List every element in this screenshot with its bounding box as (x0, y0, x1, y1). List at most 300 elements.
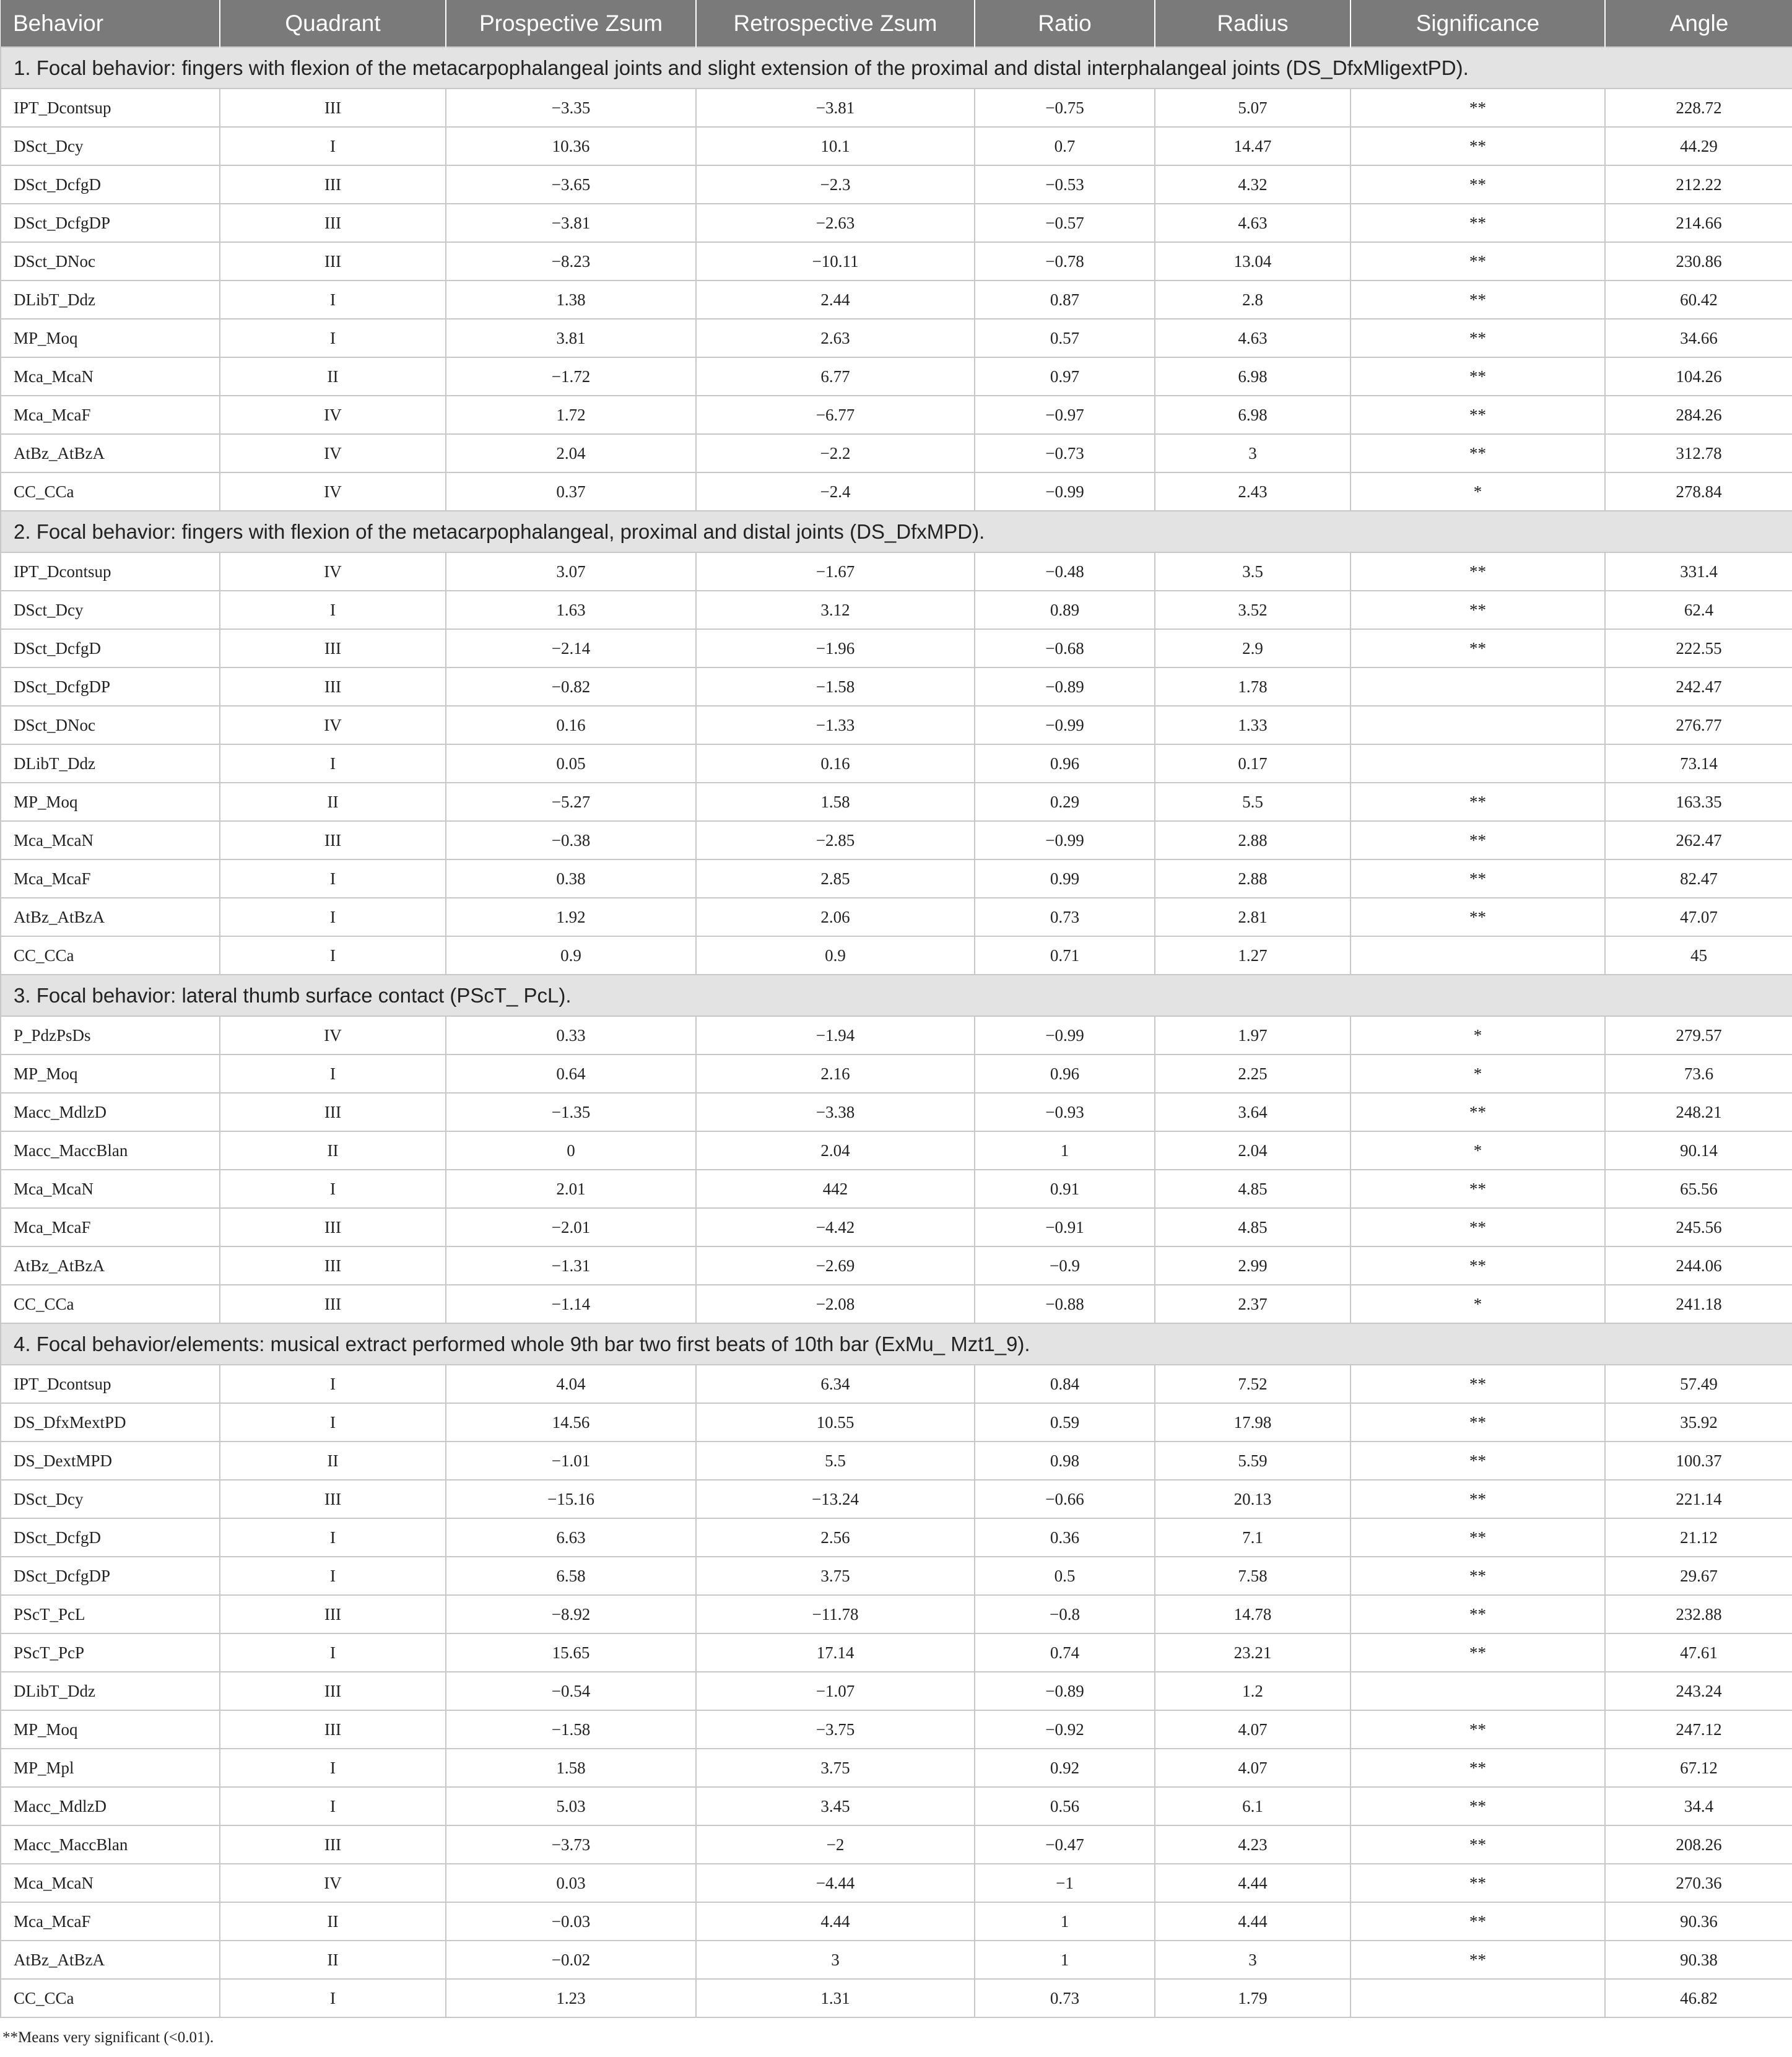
retrospective-zsum-cell: −13.24 (696, 1480, 975, 1518)
column-header-significance: Significance (1351, 0, 1605, 47)
table-header (1, 0, 1792, 47)
table-row (1, 1246, 1792, 1285)
retrospective-zsum-cell: 2.85 (696, 859, 975, 898)
quadrant-cell: IV (220, 396, 446, 434)
prospective-zsum-cell: −1.72 (446, 357, 696, 396)
angle-cell: 34.66 (1605, 319, 1792, 357)
quadrant-cell: III (220, 1672, 446, 1710)
quadrant-cell: III (220, 1208, 446, 1246)
quadrant-cell: III (220, 629, 446, 668)
quadrant-cell: IV (220, 1016, 446, 1055)
column-header-quadrant: Quadrant (220, 0, 446, 47)
radius-cell: 5.5 (1155, 783, 1351, 821)
behavior-cell: Mca_McaN (1, 1864, 220, 1902)
ratio-cell: 0.98 (975, 1442, 1155, 1480)
table-row (1, 859, 1792, 898)
header-row (1, 0, 1792, 47)
radius-cell: 4.63 (1155, 319, 1351, 357)
quadrant-cell: II (220, 1902, 446, 1941)
behavior-cell: Mca_McaF (1, 859, 220, 898)
prospective-zsum-cell: −5.27 (446, 783, 696, 821)
ratio-cell: −0.91 (975, 1208, 1155, 1246)
ratio-cell: 0.96 (975, 1055, 1155, 1093)
angle-cell: 44.29 (1605, 127, 1792, 165)
table-row (1, 706, 1792, 744)
radius-cell: 3.64 (1155, 1093, 1351, 1131)
angle-cell: 29.67 (1605, 1557, 1792, 1595)
ratio-cell: −0.92 (975, 1710, 1155, 1749)
radius-cell: 13.04 (1155, 242, 1351, 280)
angle-cell: 21.12 (1605, 1518, 1792, 1557)
radius-cell: 2.43 (1155, 472, 1351, 511)
behavior-cell: MP_Moq (1, 1055, 220, 1093)
behavior-cell: DSct_DNoc (1, 706, 220, 744)
radius-cell: 4.07 (1155, 1710, 1351, 1749)
behavior-cell: MP_Mpl (1, 1749, 220, 1787)
ratio-cell: −0.99 (975, 1016, 1155, 1055)
ratio-cell: 0.57 (975, 319, 1155, 357)
table-row (1, 1672, 1792, 1710)
behavior-cell: P_PdzPsDs (1, 1016, 220, 1055)
behavior-cell: DSct_Dcy (1, 127, 220, 165)
ratio-cell: 0.96 (975, 744, 1155, 783)
column-header-prospective-zsum: Prospective Zsum (446, 0, 696, 47)
quadrant-cell: III (220, 1710, 446, 1749)
ratio-cell: −0.89 (975, 1672, 1155, 1710)
retrospective-zsum-cell: −11.78 (696, 1595, 975, 1633)
prospective-zsum-cell: 3.07 (446, 552, 696, 591)
radius-cell: 7.1 (1155, 1518, 1351, 1557)
quadrant-cell: I (220, 859, 446, 898)
behavior-cell: CC_CCa (1, 472, 220, 511)
behavior-cell: Mca_McaF (1, 396, 220, 434)
quadrant-cell: II (220, 357, 446, 396)
radius-cell: 4.63 (1155, 204, 1351, 242)
radius-cell: 2.9 (1155, 629, 1351, 668)
behavior-cell: Macc_MdlzD (1, 1093, 220, 1131)
retrospective-zsum-cell: 0.16 (696, 744, 975, 783)
behavior-cell: MP_Moq (1, 1710, 220, 1749)
quadrant-cell: I (220, 1979, 446, 2017)
table-row (1, 898, 1792, 936)
behavior-cell: MP_Moq (1, 783, 220, 821)
behavior-cell: Macc_MaccBlan (1, 1825, 220, 1864)
quadrant-cell: III (220, 1825, 446, 1864)
behavior-cell: CC_CCa (1, 1285, 220, 1323)
angle-cell: 262.47 (1605, 821, 1792, 859)
radius-cell: 4.44 (1155, 1902, 1351, 1941)
retrospective-zsum-cell: −2.4 (696, 472, 975, 511)
radius-cell: 2.88 (1155, 821, 1351, 859)
radius-cell: 4.23 (1155, 1825, 1351, 1864)
table-row (1, 1055, 1792, 1093)
angle-cell: 73.6 (1605, 1055, 1792, 1093)
ratio-cell: 0.99 (975, 859, 1155, 898)
quadrant-cell: III (220, 1093, 446, 1131)
quadrant-cell: III (220, 204, 446, 242)
quadrant-cell: II (220, 1131, 446, 1170)
ratio-cell: −0.88 (975, 1285, 1155, 1323)
table-row (1, 89, 1792, 127)
significance-cell (1351, 936, 1605, 975)
significance-cell: ** (1351, 1595, 1605, 1633)
ratio-cell: −0.9 (975, 1246, 1155, 1285)
table-row (1, 1285, 1792, 1323)
table-row (1, 1131, 1792, 1170)
significance-cell: ** (1351, 434, 1605, 472)
radius-cell: 5.59 (1155, 1442, 1351, 1480)
behavior-cell: DSct_DNoc (1, 242, 220, 280)
significance-cell: ** (1351, 821, 1605, 859)
prospective-zsum-cell: 0.33 (446, 1016, 696, 1055)
table-row (1, 591, 1792, 629)
table-row (1, 1442, 1792, 1480)
table-row (1, 165, 1792, 204)
ratio-cell: −0.97 (975, 396, 1155, 434)
radius-cell: 6.98 (1155, 357, 1351, 396)
prospective-zsum-cell: 1.63 (446, 591, 696, 629)
behavior-cell: CC_CCa (1, 1979, 220, 2017)
angle-cell: 221.14 (1605, 1480, 1792, 1518)
retrospective-zsum-cell: 10.1 (696, 127, 975, 165)
ratio-cell: 1 (975, 1131, 1155, 1170)
table-row (1, 127, 1792, 165)
significance-cell: ** (1351, 783, 1605, 821)
quadrant-cell: III (220, 668, 446, 706)
behavior-cell: DSct_DcfgD (1, 629, 220, 668)
angle-cell: 90.36 (1605, 1902, 1792, 1941)
section-title: 3. Focal behavior: lateral thumb surface contact (PScT_ PcL). (1, 975, 1792, 1016)
angle-cell: 270.36 (1605, 1864, 1792, 1902)
significance-cell: * (1351, 1131, 1605, 1170)
angle-cell: 248.21 (1605, 1093, 1792, 1131)
prospective-zsum-cell: 10.36 (446, 127, 696, 165)
behavior-cell: DS_DfxMextPD (1, 1403, 220, 1442)
radius-cell: 1.27 (1155, 936, 1351, 975)
significance-cell: ** (1351, 1093, 1605, 1131)
retrospective-zsum-cell: −4.44 (696, 1864, 975, 1902)
retrospective-zsum-cell: 1.58 (696, 783, 975, 821)
behavior-cell: DSct_Dcy (1, 591, 220, 629)
behavior-cell: Macc_MaccBlan (1, 1131, 220, 1170)
table-row (1, 242, 1792, 280)
angle-cell: 230.86 (1605, 242, 1792, 280)
section-title: 1. Focal behavior: fingers with flexion of the metacarpophalangeal joints and slight extension of the proximal and distal interphalangeal joints (DS_DfxMligextPD). (1, 47, 1792, 89)
ratio-cell: −0.47 (975, 1825, 1155, 1864)
ratio-cell: 1 (975, 1902, 1155, 1941)
retrospective-zsum-cell: −1.96 (696, 629, 975, 668)
ratio-cell: −0.48 (975, 552, 1155, 591)
angle-cell: 245.56 (1605, 1208, 1792, 1246)
prospective-zsum-cell: 6.63 (446, 1518, 696, 1557)
table-row (1, 396, 1792, 434)
retrospective-zsum-cell: −1.33 (696, 706, 975, 744)
prospective-zsum-cell: −3.65 (446, 165, 696, 204)
ratio-cell: −1 (975, 1864, 1155, 1902)
angle-cell: 67.12 (1605, 1749, 1792, 1787)
behavior-cell: PScT_PcP (1, 1633, 220, 1672)
angle-cell: 242.47 (1605, 668, 1792, 706)
significance-cell: ** (1351, 280, 1605, 319)
retrospective-zsum-cell: −3.75 (696, 1710, 975, 1749)
significance-cell: ** (1351, 1825, 1605, 1864)
quadrant-cell: II (220, 1442, 446, 1480)
radius-cell: 6.1 (1155, 1787, 1351, 1825)
radius-cell: 2.99 (1155, 1246, 1351, 1285)
section-title: 4. Focal behavior/elements: musical extract performed whole 9th bar two first beats of 10th bar (ExMu_ Mzt1_9). (1, 1323, 1792, 1365)
retrospective-zsum-cell: −6.77 (696, 396, 975, 434)
radius-cell: 3 (1155, 1941, 1351, 1979)
prospective-zsum-cell: 5.03 (446, 1787, 696, 1825)
angle-cell: 46.82 (1605, 1979, 1792, 2017)
retrospective-zsum-cell: −3.81 (696, 89, 975, 127)
behavior-cell: DLibT_Ddz (1, 1672, 220, 1710)
radius-cell: 23.21 (1155, 1633, 1351, 1672)
ratio-cell: −0.57 (975, 204, 1155, 242)
ratio-cell: 0.84 (975, 1365, 1155, 1403)
significance-cell: ** (1351, 319, 1605, 357)
ratio-cell: −0.99 (975, 472, 1155, 511)
significance-cell: ** (1351, 127, 1605, 165)
behavior-cell: AtBz_AtBzA (1, 434, 220, 472)
section-header-row (1, 511, 1792, 552)
behavior-cell: IPT_Dcontsup (1, 1365, 220, 1403)
angle-cell: 244.06 (1605, 1246, 1792, 1285)
retrospective-zsum-cell: 3 (696, 1941, 975, 1979)
radius-cell: 1.2 (1155, 1672, 1351, 1710)
table-row (1, 552, 1792, 591)
table-row (1, 821, 1792, 859)
ratio-cell: 1 (975, 1941, 1155, 1979)
radius-cell: 17.98 (1155, 1403, 1351, 1442)
significance-cell: ** (1351, 1787, 1605, 1825)
table-body (1, 47, 1792, 2017)
behavior-cell: DLibT_Ddz (1, 744, 220, 783)
radius-cell: 0.17 (1155, 744, 1351, 783)
quadrant-cell: I (220, 127, 446, 165)
significance-cell: ** (1351, 1633, 1605, 1672)
behavior-cell: DSct_DcfgD (1, 165, 220, 204)
radius-cell: 2.37 (1155, 1285, 1351, 1323)
angle-cell: 60.42 (1605, 280, 1792, 319)
table-row (1, 668, 1792, 706)
significance-cell: ** (1351, 1170, 1605, 1208)
angle-cell: 34.4 (1605, 1787, 1792, 1825)
ratio-cell: 0.29 (975, 783, 1155, 821)
retrospective-zsum-cell: −1.67 (696, 552, 975, 591)
radius-cell: 2.04 (1155, 1131, 1351, 1170)
ratio-cell: 0.91 (975, 1170, 1155, 1208)
significance-cell (1351, 1672, 1605, 1710)
behavior-cell: Mca_McaN (1, 357, 220, 396)
behavior-cell: Mca_McaF (1, 1208, 220, 1246)
behavior-cell: Macc_MdlzD (1, 1787, 220, 1825)
behavior-cell: DSct_Dcy (1, 1480, 220, 1518)
ratio-cell: 0.97 (975, 357, 1155, 396)
angle-cell: 222.55 (1605, 629, 1792, 668)
retrospective-zsum-cell: −2.3 (696, 165, 975, 204)
table-row (1, 1864, 1792, 1902)
quadrant-cell: II (220, 1941, 446, 1979)
quadrant-cell: I (220, 898, 446, 936)
radius-cell: 5.07 (1155, 89, 1351, 127)
retrospective-zsum-cell: −10.11 (696, 242, 975, 280)
ratio-cell: 0.56 (975, 1787, 1155, 1825)
table-row (1, 1902, 1792, 1941)
angle-cell: 214.66 (1605, 204, 1792, 242)
radius-cell: 6.98 (1155, 396, 1351, 434)
radius-cell: 3.52 (1155, 591, 1351, 629)
angle-cell: 163.35 (1605, 783, 1792, 821)
radius-cell: 7.58 (1155, 1557, 1351, 1595)
retrospective-zsum-cell: 0.9 (696, 936, 975, 975)
quadrant-cell: III (220, 1246, 446, 1285)
behavior-cell: Mca_McaN (1, 1170, 220, 1208)
ratio-cell: −0.53 (975, 165, 1155, 204)
retrospective-zsum-cell: −2.08 (696, 1285, 975, 1323)
quadrant-cell: IV (220, 1864, 446, 1902)
angle-cell: 47.61 (1605, 1633, 1792, 1672)
significance-cell: ** (1351, 629, 1605, 668)
quadrant-cell: I (220, 936, 446, 975)
ratio-cell: 0.89 (975, 591, 1155, 629)
radius-cell: 4.44 (1155, 1864, 1351, 1902)
significance-cell: ** (1351, 242, 1605, 280)
section-header-row (1, 1323, 1792, 1365)
retrospective-zsum-cell: 2.04 (696, 1131, 975, 1170)
radius-cell: 1.78 (1155, 668, 1351, 706)
retrospective-zsum-cell: 442 (696, 1170, 975, 1208)
significance-cell: ** (1351, 1246, 1605, 1285)
angle-cell: 82.47 (1605, 859, 1792, 898)
table-row (1, 1787, 1792, 1825)
ratio-cell: 0.87 (975, 280, 1155, 319)
significance-cell: ** (1351, 898, 1605, 936)
behavior-cell: Mca_McaF (1, 1902, 220, 1941)
ratio-cell: 0.36 (975, 1518, 1155, 1557)
quadrant-cell: III (220, 242, 446, 280)
angle-cell: 241.18 (1605, 1285, 1792, 1323)
quadrant-cell: III (220, 165, 446, 204)
retrospective-zsum-cell: −2.85 (696, 821, 975, 859)
significance-cell: ** (1351, 1208, 1605, 1246)
retrospective-zsum-cell: 6.77 (696, 357, 975, 396)
quadrant-cell: I (220, 1055, 446, 1093)
table-row (1, 1365, 1792, 1403)
significance-cell: ** (1351, 1480, 1605, 1518)
radius-cell: 2.8 (1155, 280, 1351, 319)
quadrant-cell: I (220, 1557, 446, 1595)
quadrant-cell: III (220, 1285, 446, 1323)
behavior-cell: AtBz_AtBzA (1, 898, 220, 936)
table-row (1, 357, 1792, 396)
prospective-zsum-cell: −8.23 (446, 242, 696, 280)
column-header-ratio: Ratio (975, 0, 1155, 47)
significance-cell: * (1351, 1285, 1605, 1323)
angle-cell: 232.88 (1605, 1595, 1792, 1633)
table-row (1, 1825, 1792, 1864)
ratio-cell: 0.73 (975, 1979, 1155, 2017)
behavior-cell: DSct_DcfgDP (1, 1557, 220, 1595)
quadrant-cell: III (220, 821, 446, 859)
retrospective-zsum-cell: −2.69 (696, 1246, 975, 1285)
angle-cell: 90.14 (1605, 1131, 1792, 1170)
significance-cell: ** (1351, 1518, 1605, 1557)
retrospective-zsum-cell: 17.14 (696, 1633, 975, 1672)
prospective-zsum-cell: −1.01 (446, 1442, 696, 1480)
ratio-cell: −0.99 (975, 821, 1155, 859)
significance-cell: * (1351, 1016, 1605, 1055)
column-header-angle: Angle (1605, 0, 1792, 47)
table-footnote: **Means very significant (<0.01). (2, 2029, 214, 2046)
angle-cell: 62.4 (1605, 591, 1792, 629)
significance-cell: ** (1351, 165, 1605, 204)
behavior-cell: IPT_Dcontsup (1, 552, 220, 591)
prospective-zsum-cell: −0.03 (446, 1902, 696, 1941)
retrospective-zsum-cell: 3.12 (696, 591, 975, 629)
retrospective-zsum-cell: −1.07 (696, 1672, 975, 1710)
angle-cell: 243.24 (1605, 1672, 1792, 1710)
table-row (1, 1710, 1792, 1749)
significance-cell: ** (1351, 89, 1605, 127)
table-row (1, 1557, 1792, 1595)
ratio-cell: −0.99 (975, 706, 1155, 744)
table-row (1, 1480, 1792, 1518)
column-header-behavior: Behavior (13, 10, 104, 36)
angle-cell: 312.78 (1605, 434, 1792, 472)
radius-cell: 2.81 (1155, 898, 1351, 936)
prospective-zsum-cell: 0.05 (446, 744, 696, 783)
prospective-zsum-cell: −3.81 (446, 204, 696, 242)
angle-cell: 278.84 (1605, 472, 1792, 511)
prospective-zsum-cell: −15.16 (446, 1480, 696, 1518)
angle-cell: 45 (1605, 936, 1792, 975)
prospective-zsum-cell: −3.35 (446, 89, 696, 127)
prospective-zsum-cell: −1.31 (446, 1246, 696, 1285)
ratio-cell: −0.89 (975, 668, 1155, 706)
table-row (1, 783, 1792, 821)
angle-cell: 90.38 (1605, 1941, 1792, 1979)
behavior-cell: DSct_DcfgDP (1, 668, 220, 706)
retrospective-zsum-cell: 1.31 (696, 1979, 975, 2017)
prospective-zsum-cell: −1.58 (446, 1710, 696, 1749)
behavior-cell: MP_Moq (1, 319, 220, 357)
ratio-cell: 0.92 (975, 1749, 1155, 1787)
prospective-zsum-cell: 1.72 (446, 396, 696, 434)
angle-cell: 228.72 (1605, 89, 1792, 127)
prospective-zsum-cell: −8.92 (446, 1595, 696, 1633)
retrospective-zsum-cell: 2.63 (696, 319, 975, 357)
ratio-cell: 0.74 (975, 1633, 1155, 1672)
prospective-zsum-cell: 15.65 (446, 1633, 696, 1672)
retrospective-zsum-cell: 4.44 (696, 1902, 975, 1941)
table-row (1, 434, 1792, 472)
quadrant-cell: III (220, 1595, 446, 1633)
table-row (1, 629, 1792, 668)
prospective-zsum-cell: 14.56 (446, 1403, 696, 1442)
quadrant-cell: I (220, 744, 446, 783)
ratio-cell: 0.59 (975, 1403, 1155, 1442)
quadrant-cell: IV (220, 434, 446, 472)
prospective-zsum-cell: 0.16 (446, 706, 696, 744)
ratio-cell: −0.68 (975, 629, 1155, 668)
retrospective-zsum-cell: 6.34 (696, 1365, 975, 1403)
significance-cell: ** (1351, 1365, 1605, 1403)
prospective-zsum-cell: −0.54 (446, 1672, 696, 1710)
significance-cell: ** (1351, 357, 1605, 396)
table-row (1, 1016, 1792, 1055)
prospective-zsum-cell: 4.04 (446, 1365, 696, 1403)
